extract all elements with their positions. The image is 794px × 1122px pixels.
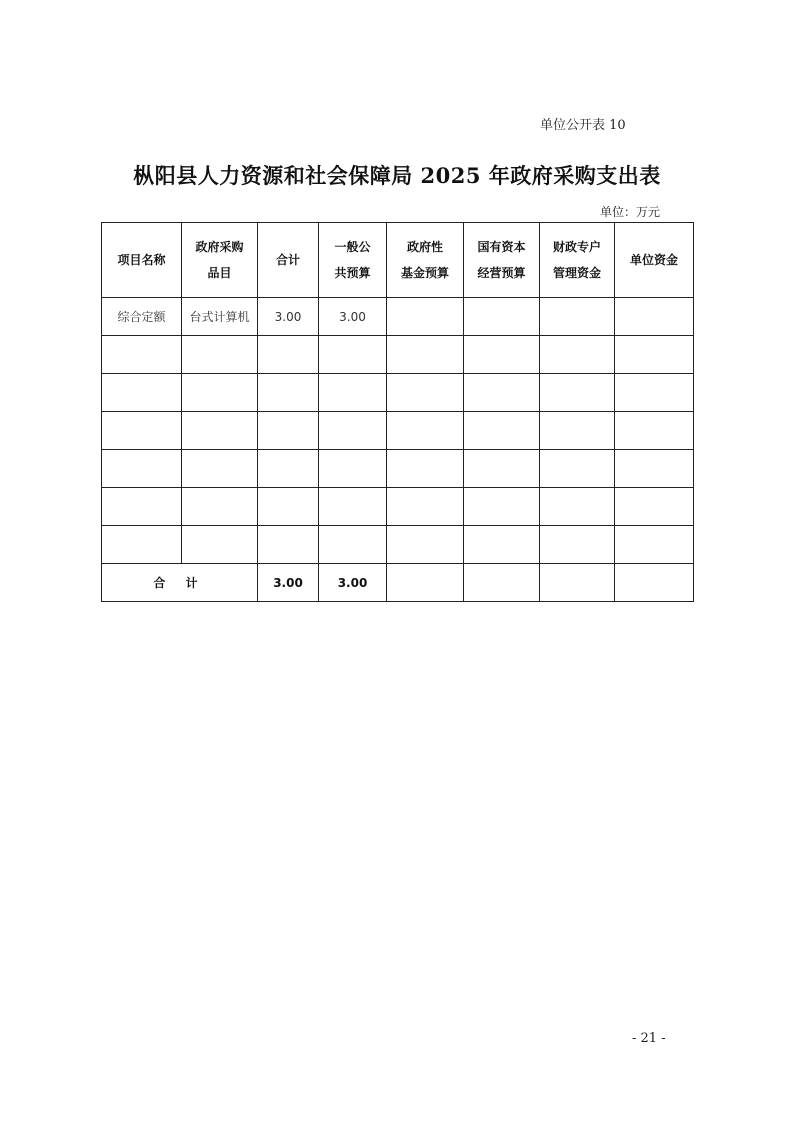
header-general-budget: 一般公 共预算 xyxy=(319,223,387,298)
cell-state-capital-budget xyxy=(464,298,540,336)
table-row xyxy=(102,298,694,336)
page-title: 枞阳县人力资源和社会保障局 2025 年政府采购支出表 xyxy=(133,163,661,188)
total-sum: 3.00 xyxy=(258,564,319,602)
total-state-capital-budget xyxy=(464,564,540,602)
table-number: 单位公开表 10 xyxy=(540,118,626,133)
cell-special-account-fund xyxy=(540,298,615,336)
cell-unit-fund xyxy=(615,298,694,336)
table-row-empty xyxy=(102,374,694,412)
header-procurement-item: 政府采购 品目 xyxy=(182,223,258,298)
table-row-empty xyxy=(102,450,694,488)
header-unit-fund: 单位资金 xyxy=(615,223,694,298)
cell-project-name: 综合定额 xyxy=(102,298,182,336)
table-row-empty xyxy=(102,488,694,526)
header-project-name: 项目名称 xyxy=(102,223,182,298)
total-gov-fund-budget xyxy=(387,564,464,602)
header-special-account-fund: 财政专户 管理资金 xyxy=(540,223,615,298)
procurement-table xyxy=(101,222,694,602)
cell-procurement-item: 台式计算机 xyxy=(182,298,258,336)
cell-gov-fund-budget xyxy=(387,298,464,336)
page-number: - 21 - xyxy=(632,1031,666,1046)
unit-label: 单位：万元 xyxy=(600,205,661,219)
total-special-account-fund xyxy=(540,564,615,602)
table-row-empty xyxy=(102,412,694,450)
table-row-empty xyxy=(102,336,694,374)
header-state-capital-budget: 国有资本 经营预算 xyxy=(464,223,540,298)
table-row-empty xyxy=(102,526,694,564)
table-total-row xyxy=(102,564,694,602)
cell-general-budget: 3.00 xyxy=(319,298,387,336)
cell-total: 3.00 xyxy=(258,298,319,336)
total-unit-fund xyxy=(615,564,694,602)
total-label: 合 计 xyxy=(102,564,258,602)
header-gov-fund-budget: 政府性 基金预算 xyxy=(387,223,464,298)
total-general-budget: 3.00 xyxy=(319,564,387,602)
header-total: 合计 xyxy=(258,223,319,298)
table-header-row xyxy=(102,223,694,298)
